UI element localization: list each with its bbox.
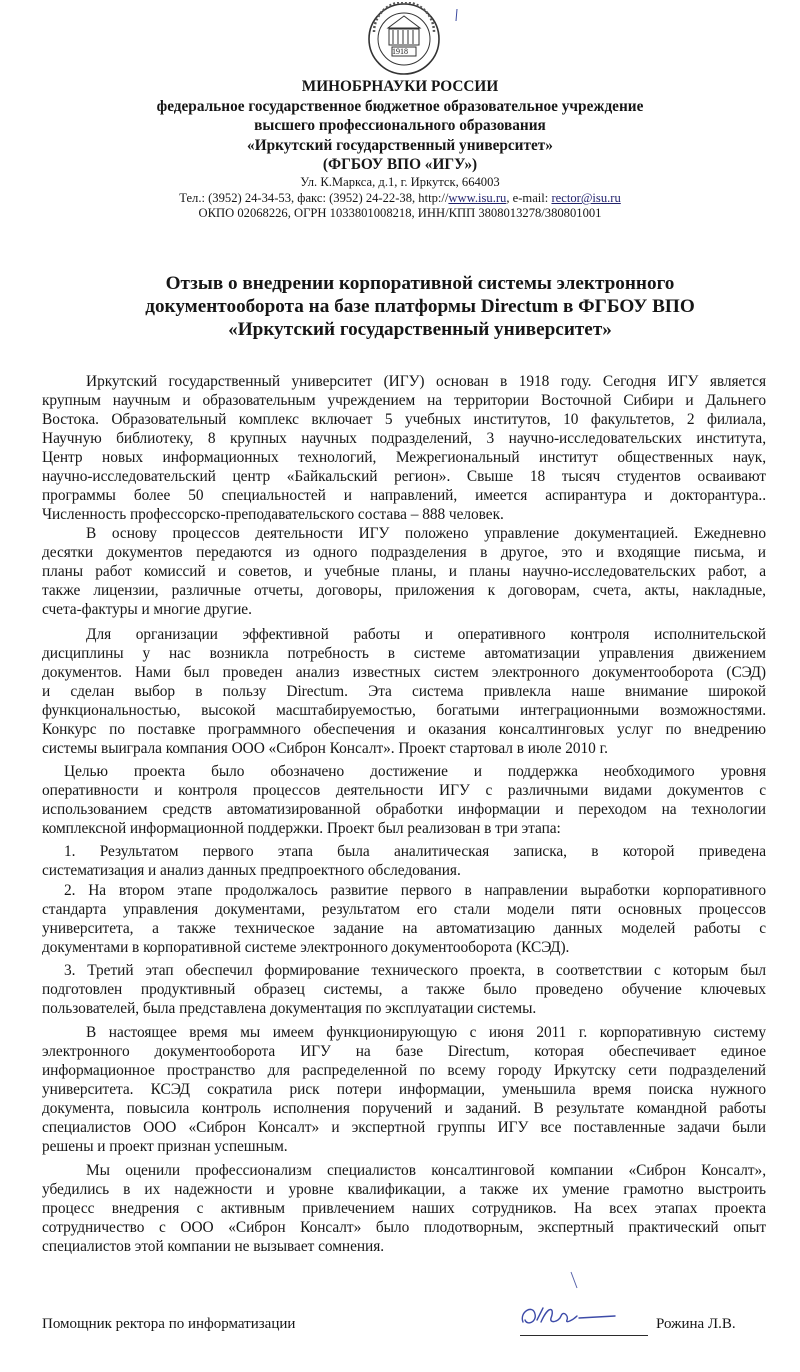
body-line: информационное пространство для распределенной по всему городу Иркутску сети подразделений [42, 1062, 766, 1079]
body-line: Центр новых информационных технологий, Межрегиональный институт общественных наук, [42, 449, 766, 466]
org-line-2: высшего профессионального образования [254, 117, 546, 134]
body-line: использованием средств автоматизированной обработки информации и переходом на технологии [42, 801, 766, 818]
body-line: Численность профессорско-преподавательского состава – 888 человек. [42, 506, 504, 523]
body-line: решены и проект признан успешным. [42, 1138, 288, 1155]
contacts-prefix: Тел.: (3952) 24-34-53, факс: (3952) 24-22-38, http:// [179, 191, 449, 205]
org-line-1: федеральное государственное бюджетное образовательное учреждение [156, 98, 644, 115]
org-contacts [0, 191, 800, 206]
body-line: подготовлен продуктивный образец системы, а также было проведено обучение ключевых [42, 981, 766, 998]
signature-line [520, 1335, 648, 1336]
body-line: стандарта управления документами, результатом его стали модели пяти основных процессов [42, 901, 766, 918]
body-line: счета-фактуры и многие другие. [42, 601, 252, 618]
body-line: дисциплины у нас возникла потребность в системе автоматизации управления движением [42, 645, 766, 662]
handwritten-signature [515, 1294, 645, 1334]
body-line: крупным научным и образовательным учреждением на территории Восточной Сибири и Дальнего [42, 392, 766, 409]
body-line: В основу процессов деятельности ИГУ положено управление документацией. Ежедневно [86, 525, 766, 542]
body-line: Для организации эффективной работы и оперативного контроля исполнительской [86, 626, 766, 643]
body-line: и сделан выбор в пользу Directum. Эта система привлекла наше внимание широкой [42, 683, 766, 700]
document-title-line-2: документооборота на базе платформы Directum в ФГБОУ ВПО [145, 296, 695, 317]
org-address: Ул. К.Маркса, д.1, г. Иркутск, 664003 [300, 175, 500, 189]
org-abbreviation: (ФГБОУ ВПО «ИГУ») [322, 156, 478, 173]
body-line: Научную библиотеку, 8 крупных научных подразделений, 3 научно-исследовательских института, [42, 430, 766, 447]
body-line: Иркутский государственный университет (ИГУ) основан в 1918 году. Сегодня ИГУ является [86, 373, 766, 390]
body-line: документами в корпоративной системе электронного документооборота (КСЭД). [42, 939, 570, 956]
body-line: научно-исследовательский центр «Байкальский регион». Свыше 18 тысяч студентов осваивают [42, 468, 766, 485]
body-line: пользователей, была представлена документация по эксплуатации системы. [42, 1000, 537, 1017]
body-line: Востока. Образовательный комплекс включает 5 учебных институтов, 10 факультетов, 2 филиала, [42, 411, 766, 428]
body-line: электронного документооборота ИГУ на базе Directum, которая обеспечивает единое [42, 1043, 766, 1060]
seal-year: 1918 [392, 47, 408, 56]
body-line: убедились в их надежности и уровне квалификации, а также их умение грамотно выстроить [42, 1181, 766, 1198]
body-line: 2. На втором этапе продолжалось развитие первого в направлении выработки корпоративного [64, 882, 766, 899]
pen-mark-icon [454, 8, 460, 22]
body-line: Мы оценили профессионализм специалистов консалтинговой компании «Сиброн Консалт», [86, 1162, 766, 1179]
body-line: комплексной информационной поддержки. Проект был реализован в три этапа: [42, 820, 561, 837]
body-line: университета. КСЭД сократила риск потери информации, уменьшила время поиска нужного [42, 1081, 766, 1098]
email-link[interactable]: rector@isu.ru [551, 191, 621, 205]
contacts-mid: , e-mail: [506, 191, 552, 205]
body-line: десятки документов передаются из одного подразделения в другое, это и входящие письма, и [42, 544, 766, 561]
university-seal-logo [362, 2, 446, 76]
body-line: программы более 50 специальностей и направлений, имеется аспирантура и докторантура.. [42, 487, 766, 504]
body-line: процесс внедрения с активным привлечением наших сотрудников. На всех этапах проекта [42, 1200, 766, 1217]
signatory-position: Помощник ректора по информатизации [42, 1316, 296, 1332]
body-line: В настоящее время мы имеем функционирующую с июня 2011 г. корпоративную систему [86, 1024, 766, 1041]
body-line: функциональностью, высокой масштабируемостью, богатыми интеграционными возможностями. [42, 702, 766, 719]
body-line: специалистов ООО «Сиброн Консалт» и экспертной группы ИГУ все поставленные задачи были [42, 1119, 766, 1136]
body-line: системы выиграла компания ООО «Сиброн Консалт». Проект стартовал в июле 2010 г. [42, 740, 608, 757]
org-registry-codes: ОКПО 02068226, ОГРН 1033801008218, ИНН/КПП 3808013278/380801001 [198, 206, 602, 220]
document-title-line-3: «Иркутский государственный университет» [228, 319, 612, 340]
body-line: Конкурс по поставке программного обеспечения и оказания консалтинговых услуг по внедрению [42, 721, 766, 738]
body-line: систематизация и анализ данных предпроектного обследования. [42, 862, 461, 879]
document-title-line-1: Отзыв о внедрении корпоративной системы электронного [165, 273, 675, 294]
org-line-3: «Иркутский государственный университет» [247, 137, 553, 154]
body-line: документа, повысила контроль исполнения поручений и заданий. В результате командной работы [42, 1100, 766, 1117]
body-line: 1. Результатом первого этапа была аналитическая записка, в которой приведена [64, 843, 766, 860]
body-line: Целью проекта было обозначено достижение и поддержка необходимого уровня [64, 763, 766, 780]
body-line: документов. Нами был проведен анализ известных систем электронного документооборота (СЭД) [42, 664, 766, 681]
signatory-name: Рожина Л.В. [656, 1316, 736, 1332]
body-line: 3. Третий этап обеспечил формирование технического проекта, в соответствии с которым был [64, 962, 766, 979]
body-line: планы работ комиссий и советов, и учебные планы, и планы научно-исследовательских работ, а [42, 563, 766, 580]
website-link[interactable]: www.isu.ru [448, 191, 507, 205]
body-line: специалистов этой компании не вызывает сомнения. [42, 1238, 385, 1255]
ministry-name: МИНОБРНАУКИ РОССИИ [301, 78, 499, 95]
body-line: оперативности и контроля процессов деятельности ИГУ с различными видами документов с [42, 782, 766, 799]
margin-mark-icon [565, 1270, 605, 1290]
body-line: университета, а также техническое задание на автоматизацию данных моделей работы с [42, 920, 766, 937]
body-line: сотрудничество с ООО «Сиброн Консалт» было плодотворным, экспертный практический опыт [42, 1219, 766, 1236]
body-line: также лицензии, различные отчеты, договоры, приложения к договорам, счета, акты, накладные, [42, 582, 766, 599]
